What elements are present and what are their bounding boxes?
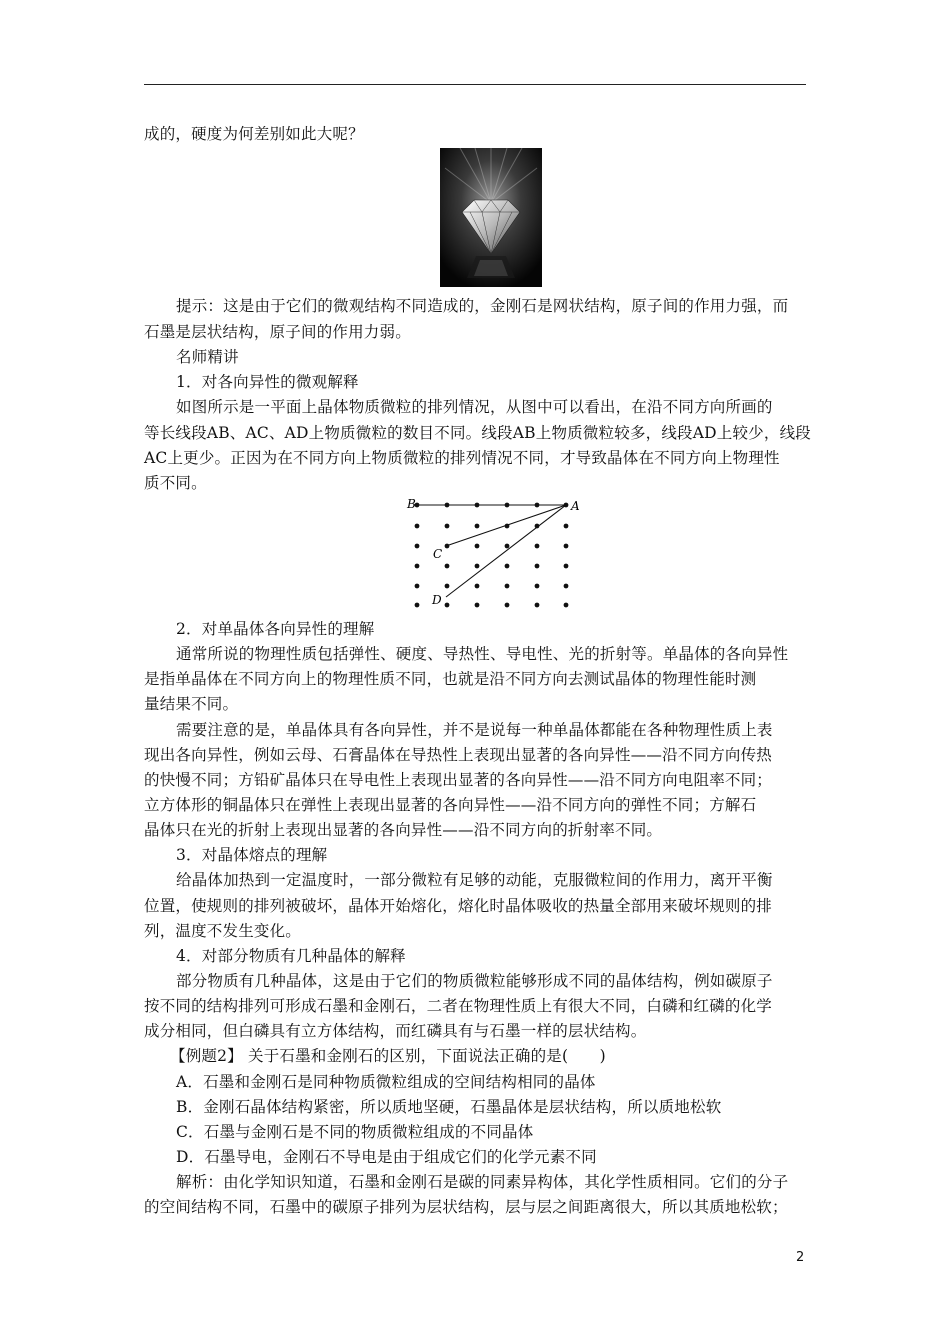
lattice-particle	[445, 524, 450, 529]
lattice-particle	[475, 584, 480, 589]
section-heading: 名师精讲	[176, 348, 239, 366]
lattice-particle	[535, 544, 540, 549]
text-line: 成的，硬度为何差别如此大呢？	[144, 125, 364, 143]
lattice-particle	[535, 584, 540, 589]
lattice-particle	[475, 564, 480, 569]
option-c: C．石墨与金刚石是不同的物质微粒组成的不同晶体	[176, 1123, 534, 1141]
subsection-heading: 3．对晶体熔点的理解	[176, 846, 328, 864]
segment-ad	[446, 505, 566, 597]
text-line: 列，温度不发生变化。	[144, 922, 302, 940]
text-line: 按不同的结构排列可形成石墨和金刚石，二者在物理性质上有很大不同，白磷和红磷的化学	[144, 997, 773, 1015]
text-line: 晶体只在光的折射上表现出显著的各向异性——沿不同方向的折射率不同。	[144, 821, 663, 839]
lattice-particle	[505, 603, 510, 608]
lattice-particle	[415, 584, 420, 589]
subsection-heading: 2．对单晶体各向异性的理解	[176, 620, 375, 638]
lattice-particle	[505, 544, 510, 549]
text-line: AC上更少。正因为在不同方向上物质微粒的排列情况不同，才导致晶体在不同方向上物理性	[144, 449, 780, 467]
lattice-particle	[415, 524, 420, 529]
lattice-particle	[445, 564, 450, 569]
lattice-particle	[564, 524, 569, 529]
text-line: 的快慢不同；方铅矿晶体只在导电性上表现出显著的各向异性——沿不同方向电阻率不同；	[144, 771, 773, 789]
lattice-particle	[415, 544, 420, 549]
lattice-particle	[535, 603, 540, 608]
lattice-particle	[475, 524, 480, 529]
lattice-particle	[445, 584, 450, 589]
lattice-particle	[445, 603, 450, 608]
text-line: 等长线段AB、AC、AD上物质微粒的数目不同。线段AB上物质微粒较多，线段AD上较少，线段	[144, 424, 811, 442]
lattice-particle	[415, 564, 420, 569]
text-line: 的空间结构不同，石墨中的碳原子排列为层状结构，层与层之间距离很大，所以其质地松软；	[144, 1198, 788, 1216]
lattice-particle	[564, 564, 569, 569]
page-number: 2	[796, 1250, 805, 1265]
option-a: A．石墨和金刚石是同种物质微粒组成的空间结构相同的晶体	[176, 1073, 596, 1091]
text-line: 是指单晶体在不同方向上的物理性质不同，也就是沿不同方向去测试晶体的物理性能时测	[144, 670, 757, 688]
lattice-particle	[415, 603, 420, 608]
text-line: 需要注意的是，单晶体具有各向异性，并不是说每一种单晶体都能在各种物理性质上表	[176, 721, 773, 739]
segment-ac	[446, 505, 566, 546]
lattice-particle	[475, 603, 480, 608]
text-line: 通常所说的物理性质包括弹性、硬度、导热性、导电性、光的折射等。单晶体的各向异性	[176, 645, 789, 663]
lattice-particle	[475, 544, 480, 549]
crystal-lattice-diagram	[402, 494, 590, 614]
lattice-particle	[505, 584, 510, 589]
lattice-particle	[564, 603, 569, 608]
label-a: A	[571, 499, 580, 513]
text-line: 给晶体加热到一定温度时，一部分微粒有足够的动能，克服微粒间的作用力，离开平衡	[176, 871, 773, 889]
text-line: 如图所示是一平面上晶体物质微粒的排列情况，从图中可以看出，在沿不同方向所画的	[176, 398, 773, 416]
option-b: B．金刚石晶体结构紧密，所以质地坚硬，石墨晶体是层状结构，所以质地松软	[176, 1098, 722, 1116]
label-c: C	[433, 547, 443, 561]
label-d: D	[432, 593, 442, 607]
header-rule	[144, 84, 806, 85]
text-line: 量结果不同。	[144, 695, 239, 713]
text-line: 现出各向异性，例如云母、石膏晶体在导热性上表现出显著的各向异性——沿不同方向传热	[144, 746, 773, 764]
lattice-particle	[564, 544, 569, 549]
text-line: 成分相同，但白磷具有立方体结构，而红磷具有与石墨一样的层状结构。	[144, 1022, 647, 1040]
option-d: D．石墨导电，金刚石不导电是由于组成它们的化学元素不同	[176, 1148, 597, 1166]
text-line: 位置，使规则的排列被破坏，晶体开始熔化，熔化时晶体吸收的热量全部用来破坏规则的排	[144, 897, 773, 915]
example-question: 【例题2】 关于石墨和金刚石的区别，下面说法正确的是( )	[170, 1047, 606, 1065]
lattice-particle	[505, 564, 510, 569]
lattice-particle	[535, 564, 540, 569]
subsection-heading: 1．对各向异性的微观解释	[176, 373, 359, 391]
lattice-particle	[564, 584, 569, 589]
text-line: 部分物质有几种晶体，这是由于它们的物质微粒能够形成不同的晶体结构，例如碳原子	[176, 972, 773, 990]
text-line: 石墨是层状结构，原子间的作用力弱。	[144, 323, 411, 341]
text-line: 解析：由化学知识知道，石墨和金刚石是碳的同素异构体，其化学性质相同。它们的分子	[176, 1173, 789, 1191]
subsection-heading: 4．对部分物质有几种晶体的解释	[176, 947, 406, 965]
text-line: 立方体形的铜晶体只在弹性上表现出显著的各向异性——沿不同方向的弹性不同；方解石	[144, 796, 757, 814]
diamond-photo	[440, 148, 542, 287]
text-line: 提示：这是由于它们的微观结构不同造成的，金刚石是网状结构，原子间的作用力强，而	[176, 297, 789, 315]
label-b: B	[407, 497, 416, 511]
text-line: 质不同。	[144, 474, 207, 492]
